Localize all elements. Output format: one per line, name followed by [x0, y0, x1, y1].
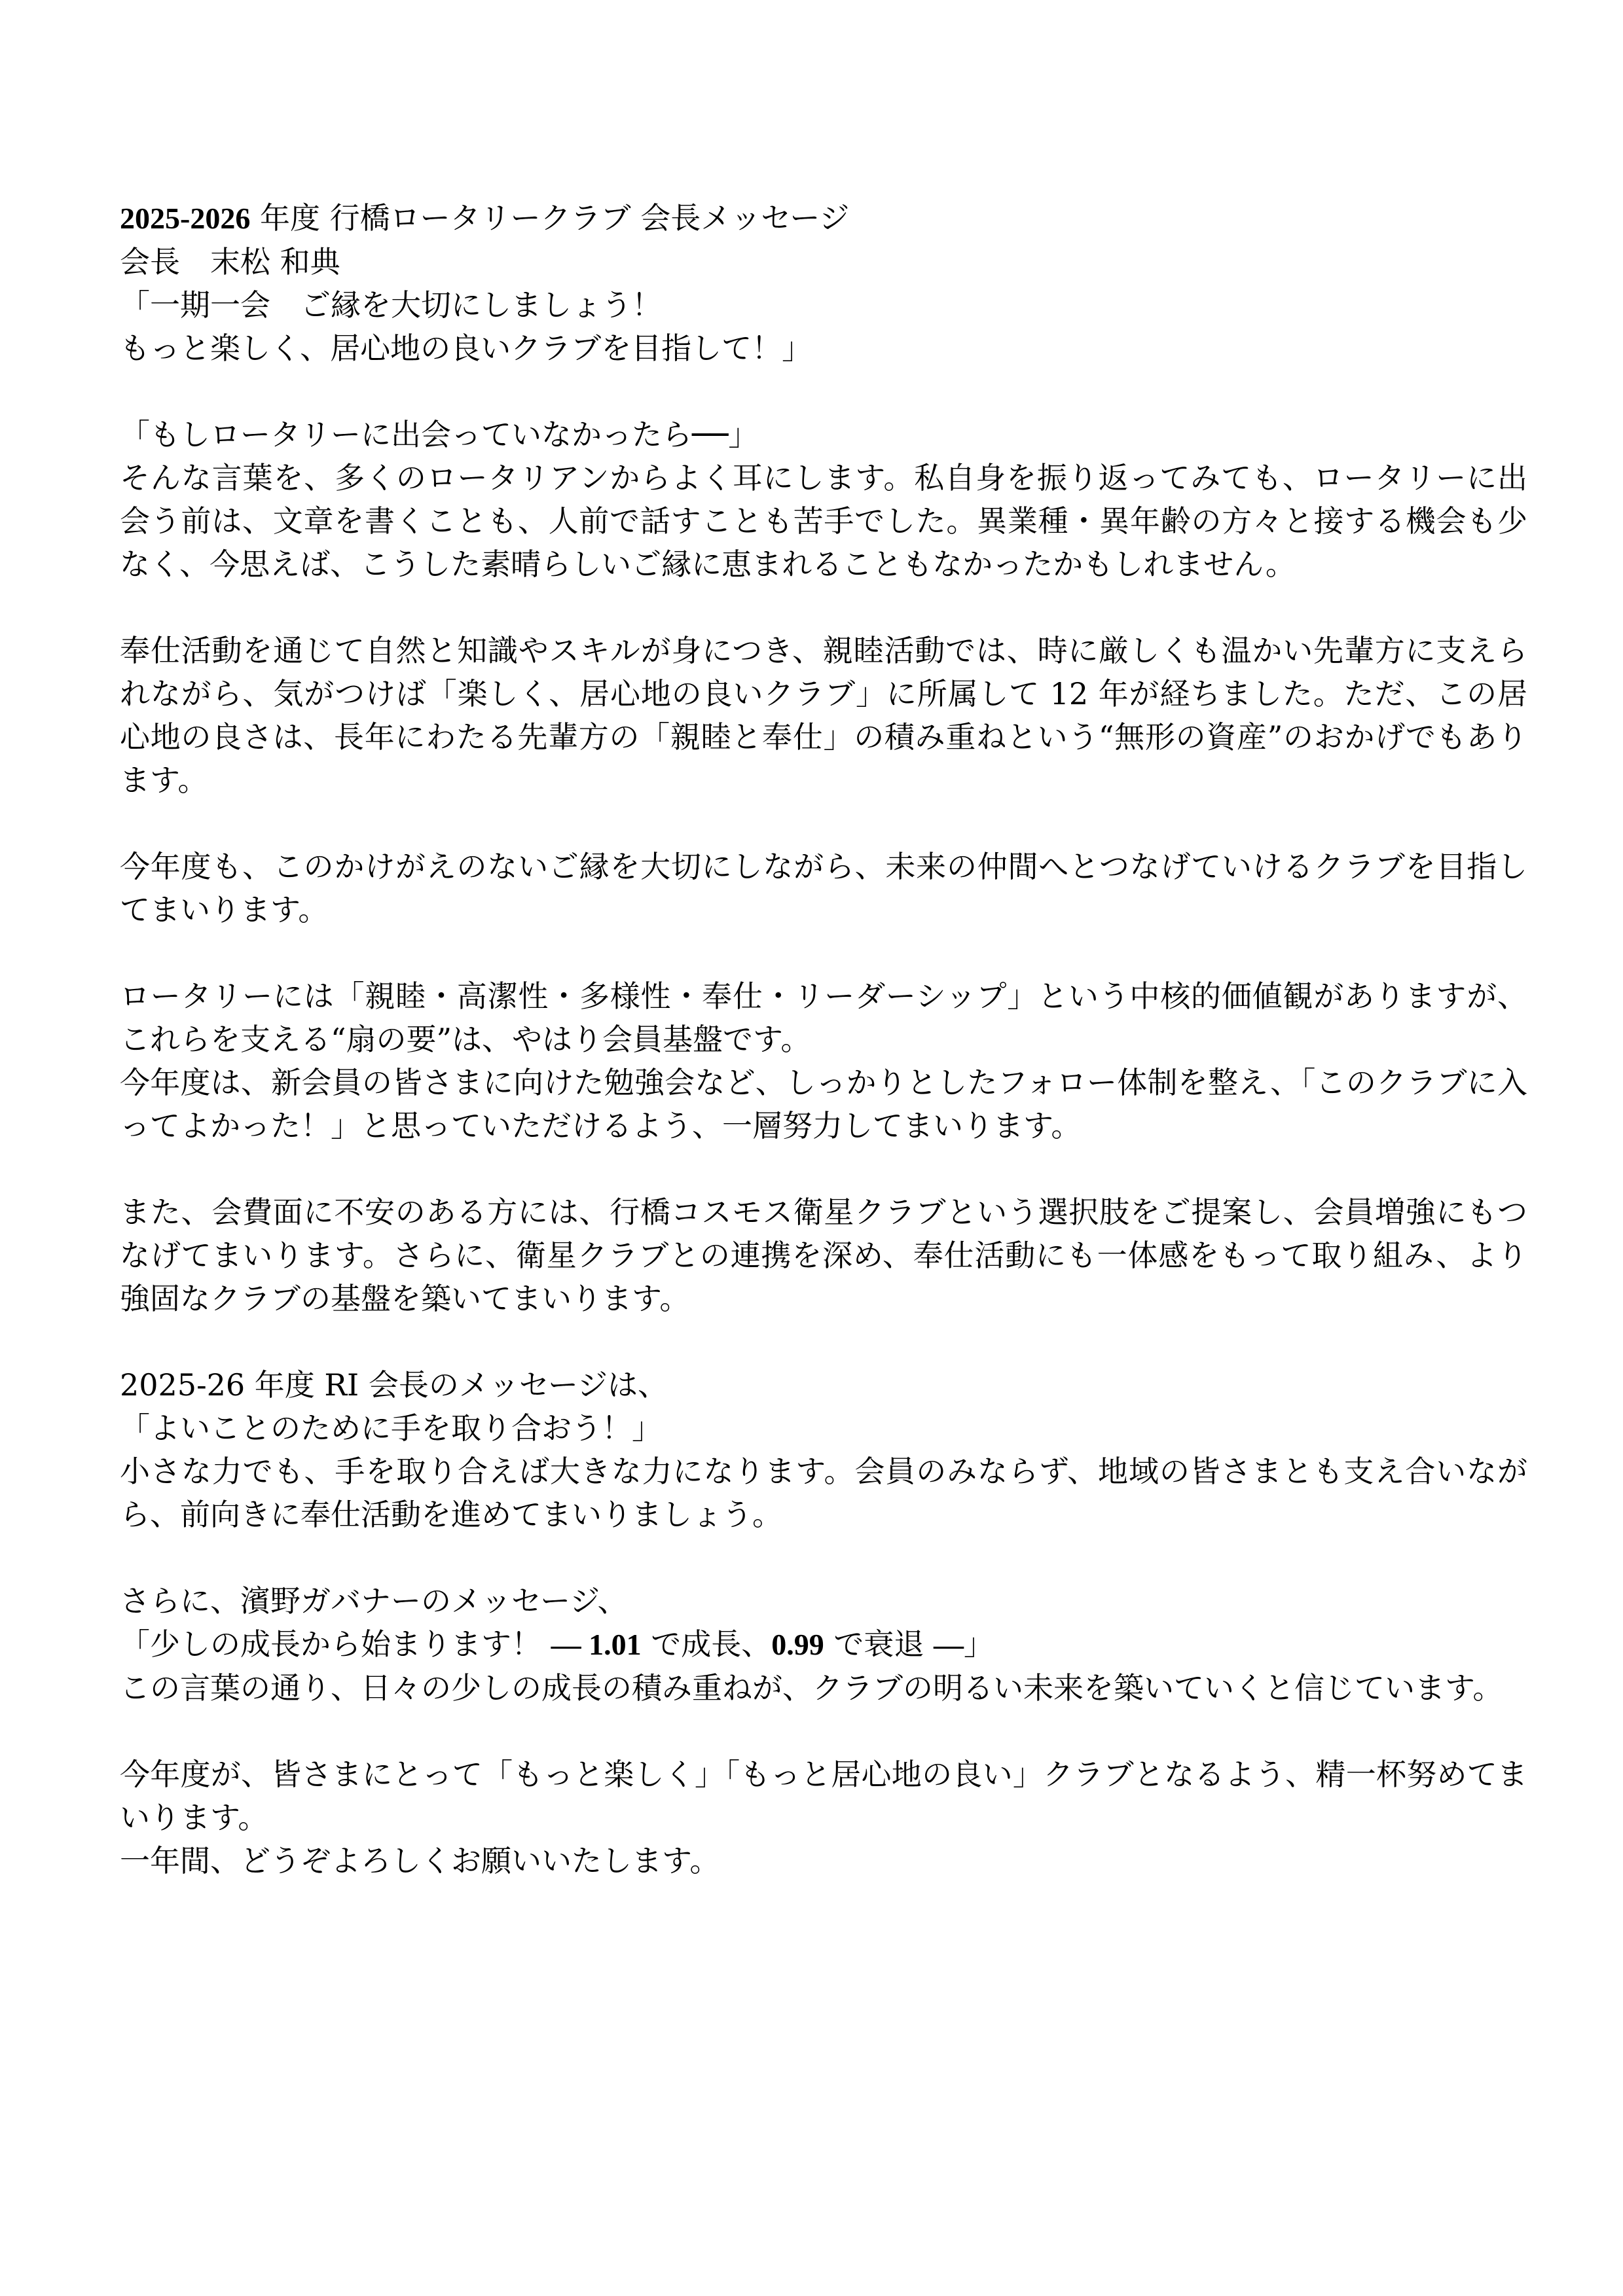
paragraph-8a: 今年度が、皆さまにとって「もっと楽しく」「もっと居心地の良い」クラブとなるよう、精一杯努めてまいります。 — [120, 1757, 1527, 1835]
paragraph-7: この言葉の通り、日々の少しの成長の積み重ねが、クラブの明るい未来を築いていくと信じています。 — [120, 1670, 1503, 1706]
message-document — [120, 196, 1527, 1882]
paragraph-5: また、会費面に不安のある方には、行橋コスモス衛星クラブという選択肢をご提案し、会員増強にもつなげてまいります。さらに、衛星クラブとの連携を深め、奉仕活動にも一体感をもって取り組み、より強固なクラブの基盤を築いてまいります。 — [120, 1194, 1527, 1316]
ri-message-quote: 「よいことのために手を取り合おう！」 — [120, 1410, 662, 1446]
president-name: 会長 末松 和典 — [120, 244, 340, 279]
paragraph-gap — [120, 1147, 1527, 1191]
theme-line-2: もっと楽しく、居心地の良いクラブを目指して！」 — [120, 331, 812, 366]
quote-part-3: で衰退 — [824, 1626, 934, 1662]
quote-part-1: 「少しの成長から始まります！ — [120, 1626, 551, 1662]
paragraph-1: そんな言葉を、多くのロータリアンからよく耳にします。私自身を振り返ってみても、ロータリーに出会う前は、文章を書くことも、人前で話すことも苦手でした。異業種・異年齢の方々と接する機会も少なく、今思えば、こうした素晴らしいご縁に恵まれることもなかったかもしれません。 — [120, 460, 1527, 582]
paragraph-gap — [120, 1320, 1527, 1363]
title-text: 年度 行橋ロータリークラブ 会長メッセージ — [250, 200, 850, 236]
quote-dash: ― — [934, 1628, 964, 1661]
paragraph-3: 今年度も、このかけがえのないご縁を大切にしながら、未来の仲間へとつなげていけるクラブを目指してまいります。 — [120, 849, 1527, 927]
quote-decline-value: 0.99 — [771, 1628, 824, 1661]
document-title — [120, 196, 1527, 240]
quote-part-2: で成長、 — [641, 1626, 772, 1662]
paragraph-gap — [120, 370, 1527, 413]
theme-line-1: 「一期一会 ご縁を大切にしましょう！ — [120, 287, 662, 323]
paragraph-2: 奉仕活動を通じて自然と知識やスキルが身につき、親睦活動では、時に厳しくも温かい先輩方に支えられながら、気がつけば「楽しく、居心地の良いクラブ」に所属して 12 年が経ちました。ただ、この居心地の良さは、長年にわたる先輩方の「親睦と奉仕」の積み重ねという“無形の資産”のおかげでもあります。 — [120, 633, 1527, 798]
opening-quote: 「もしロータリーに出会っていなかったら──」 — [120, 417, 759, 452]
paragraph-4b: 今年度は、新会員の皆さまに向けた勉強会など、しっかりとしたフォロー体制を整え、「このクラブに入ってよかった！」と思っていただけるよう、一層努力してまいります。 — [120, 1065, 1527, 1143]
quote-part-4: 」 — [964, 1626, 994, 1662]
paragraph-gap — [120, 586, 1527, 629]
closing-line: 一年間、どうぞよろしくお願いいたします。 — [120, 1843, 720, 1878]
paragraph-4a: ロータリーには「親睦・高潔性・多様性・奉仕・リーダーシップ」という中核的価値観がありますが、これらを支える“扇の要”は、やはり会員基盤です。 — [120, 978, 1527, 1057]
governor-message-quote — [120, 1623, 1527, 1666]
title-year-range: 2025-2026 — [120, 202, 251, 235]
ri-message-intro: 2025-26 年度 RI 会長のメッセージは、 — [120, 1367, 668, 1403]
quote-growth-value: ― 1.01 — [551, 1628, 642, 1661]
paragraph-gap — [120, 1536, 1527, 1579]
paragraph-gap — [120, 1710, 1527, 1753]
paragraph-gap — [120, 931, 1527, 975]
governor-message-intro: さらに、濱野ガバナーのメッセージ、 — [120, 1583, 628, 1619]
paragraph-6: 小さな力でも、手を取り合えば大きな力になります。会員のみならず、地域の皆さまとも支え合いながら、前向きに奉仕活動を進めてまいりましょう。 — [120, 1454, 1527, 1532]
paragraph-gap — [120, 802, 1527, 845]
